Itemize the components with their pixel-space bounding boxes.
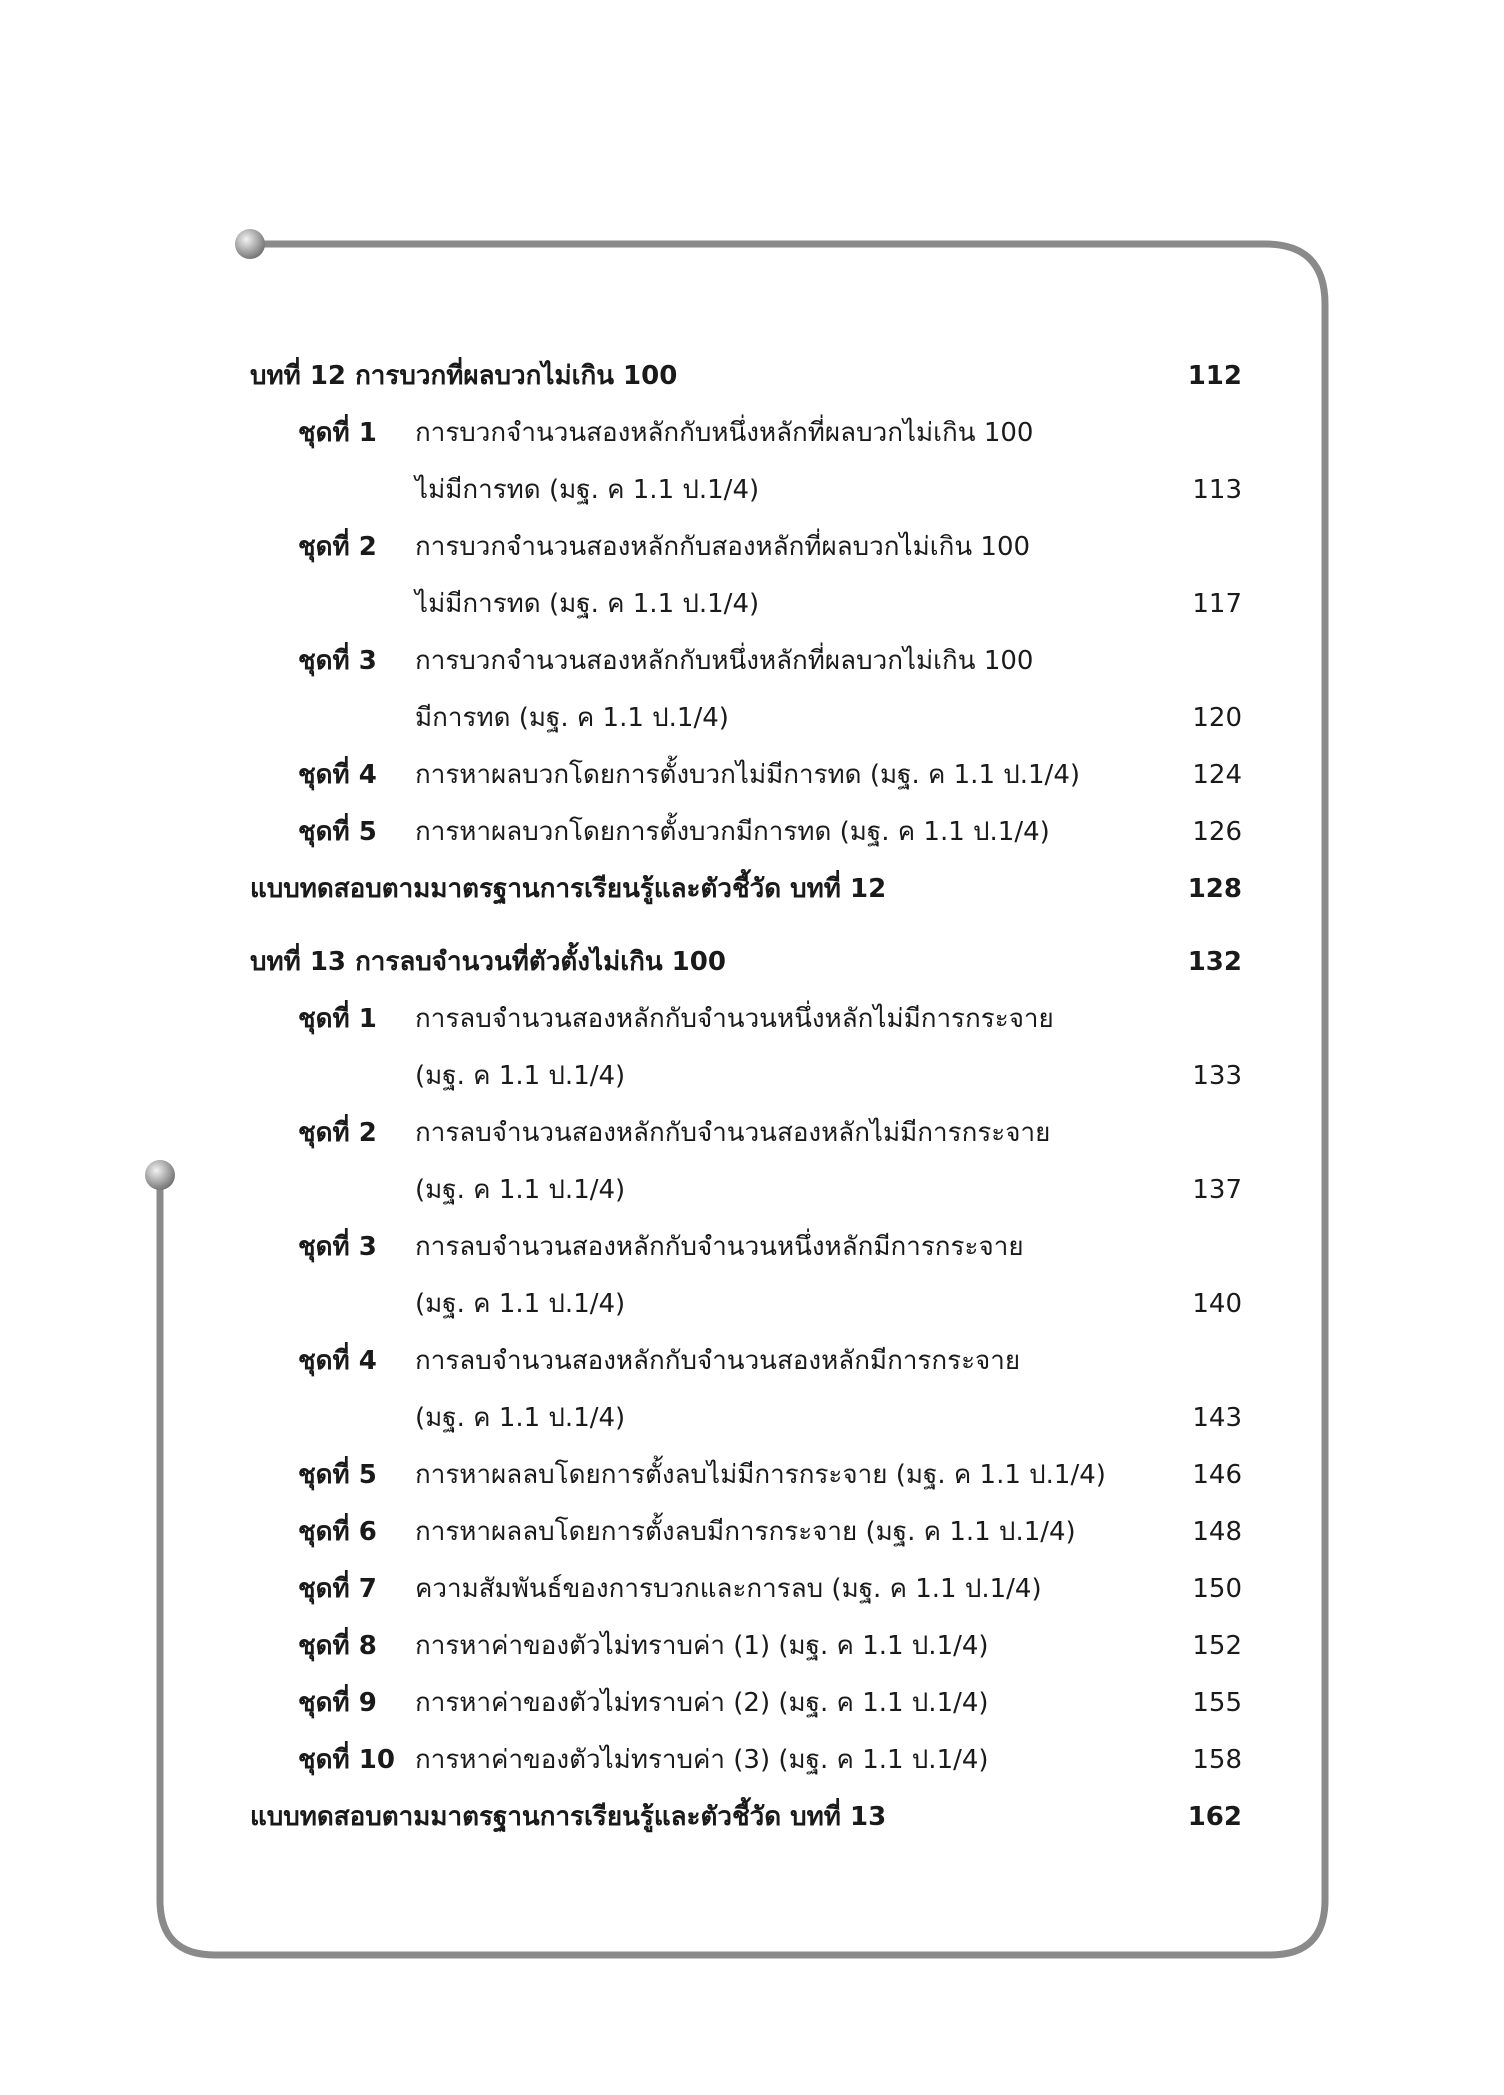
page-number: 120 <box>1192 703 1242 733</box>
chapter-title: บทที่ 12 การบวกที่ผลบวกไม่เกิน 100 <box>250 361 678 391</box>
toc-entry <box>250 1732 1242 1789</box>
entry-text: ไม่มีการทด (มฐ. ค 1.1 ป.1/4) <box>415 589 760 619</box>
chapter-test-entry <box>250 861 1242 918</box>
toc-entry <box>250 1447 1242 1504</box>
entry-text: การบวกจำนวนสองหลักกับหนึ่งหลักที่ผลบวกไม่เกิน 100 <box>415 418 1034 448</box>
entry-text: (มฐ. ค 1.1 ป.1/4) <box>415 1175 626 1205</box>
frame-ball-left <box>145 1160 175 1190</box>
chapter-heading <box>250 934 1242 991</box>
toc-entry <box>250 1105 1242 1162</box>
test-title: แบบทดสอบตามมาตรฐานการเรียนรู้และตัวชี้วัด บทที่ 12 <box>250 874 887 904</box>
entry-text: การลบจำนวนสองหลักกับจำนวนสองหลักไม่มีการกระจาย <box>415 1118 1051 1148</box>
entry-text: การหาค่าของตัวไม่ทราบค่า (2) (มฐ. ค 1.1 ป.1/4) <box>415 1688 989 1718</box>
toc-entry-continuation <box>250 576 1242 633</box>
set-label: ชุดที่ 2 <box>298 1118 377 1148</box>
entry-text: การบวกจำนวนสองหลักกับสองหลักที่ผลบวกไม่เกิน 100 <box>415 532 1031 562</box>
chapter-heading <box>250 348 1242 405</box>
entry-text: (มฐ. ค 1.1 ป.1/4) <box>415 1403 626 1433</box>
toc-entry <box>250 633 1242 690</box>
table-of-contents <box>250 348 1242 1846</box>
test-title: แบบทดสอบตามมาตรฐานการเรียนรู้และตัวชี้วัด บทที่ 13 <box>250 1802 887 1832</box>
entry-text: การลบจำนวนสองหลักกับจำนวนหนึ่งหลักไม่มีการกระจาย <box>415 1004 1054 1034</box>
set-label: ชุดที่ 10 <box>298 1745 395 1775</box>
entry-text: การหาผลลบโดยการตั้งลบมีการกระจาย (มฐ. ค 1.1 ป.1/4) <box>415 1517 1076 1547</box>
toc-entry <box>250 1333 1242 1390</box>
toc-entry <box>250 1675 1242 1732</box>
set-label: ชุดที่ 9 <box>298 1688 377 1718</box>
toc-entry-continuation <box>250 1162 1242 1219</box>
set-label: ชุดที่ 2 <box>298 532 377 562</box>
page-number: 152 <box>1192 1631 1242 1661</box>
toc-entry <box>250 991 1242 1048</box>
toc-entry-continuation <box>250 1390 1242 1447</box>
entry-text: การหาผลลบโดยการตั้งลบไม่มีการกระจาย (มฐ. ค 1.1 ป.1/4) <box>415 1460 1106 1490</box>
page-number: 143 <box>1192 1403 1242 1433</box>
set-label: ชุดที่ 3 <box>298 646 377 676</box>
page-number: 132 <box>1187 947 1242 977</box>
entry-text: การหาค่าของตัวไม่ทราบค่า (1) (มฐ. ค 1.1 ป.1/4) <box>415 1631 989 1661</box>
set-label: ชุดที่ 8 <box>298 1631 377 1661</box>
toc-entry <box>250 1219 1242 1276</box>
toc-entry-continuation <box>250 1048 1242 1105</box>
toc-entry <box>250 1561 1242 1618</box>
set-label: ชุดที่ 1 <box>298 1004 377 1034</box>
toc-entry-continuation <box>250 690 1242 747</box>
page-number: 150 <box>1192 1574 1242 1604</box>
toc-entry <box>250 1504 1242 1561</box>
set-label: ชุดที่ 5 <box>298 817 377 847</box>
page-number: 140 <box>1192 1289 1242 1319</box>
page-number: 113 <box>1192 475 1242 505</box>
page-number: 146 <box>1192 1460 1242 1490</box>
page-number: 148 <box>1192 1517 1242 1547</box>
chapter-test-entry <box>250 1789 1242 1846</box>
chapter-gap <box>250 918 1242 934</box>
chapter-title: บทที่ 13 การลบจำนวนที่ตัวตั้งไม่เกิน 100 <box>250 947 726 977</box>
entry-text: ไม่มีการทด (มฐ. ค 1.1 ป.1/4) <box>415 475 760 505</box>
set-label: ชุดที่ 7 <box>298 1574 377 1604</box>
entry-text: การหาผลบวกโดยการตั้งบวกมีการทด (มฐ. ค 1.1 ป.1/4) <box>415 817 1050 847</box>
page-number: 128 <box>1187 874 1242 904</box>
entry-text: ความสัมพันธ์ของการบวกและการลบ (มฐ. ค 1.1 ป.1/4) <box>415 1574 1042 1604</box>
set-label: ชุดที่ 3 <box>298 1232 377 1262</box>
page-number: 162 <box>1187 1802 1242 1832</box>
set-label: ชุดที่ 1 <box>298 418 377 448</box>
page-number: 133 <box>1192 1061 1242 1091</box>
toc-entry <box>250 804 1242 861</box>
page-number: 137 <box>1192 1175 1242 1205</box>
set-label: ชุดที่ 6 <box>298 1517 377 1547</box>
page-number: 155 <box>1192 1688 1242 1718</box>
toc-entry-continuation <box>250 1276 1242 1333</box>
toc-entry-continuation <box>250 462 1242 519</box>
page-number: 126 <box>1192 817 1242 847</box>
toc-entry <box>250 747 1242 804</box>
entry-text: การลบจำนวนสองหลักกับจำนวนสองหลักมีการกระจาย <box>415 1346 1021 1376</box>
entry-text: การบวกจำนวนสองหลักกับหนึ่งหลักที่ผลบวกไม่เกิน 100 <box>415 646 1034 676</box>
entry-text: การหาค่าของตัวไม่ทราบค่า (3) (มฐ. ค 1.1 ป.1/4) <box>415 1745 989 1775</box>
entry-text: การหาผลบวกโดยการตั้งบวกไม่มีการทด (มฐ. ค 1.1 ป.1/4) <box>415 760 1081 790</box>
set-label: ชุดที่ 5 <box>298 1460 377 1490</box>
entry-text: (มฐ. ค 1.1 ป.1/4) <box>415 1061 626 1091</box>
toc-entry <box>250 519 1242 576</box>
frame-ball-top <box>235 229 265 259</box>
page-number: 158 <box>1192 1745 1242 1775</box>
set-label: ชุดที่ 4 <box>298 1346 377 1376</box>
entry-text: การลบจำนวนสองหลักกับจำนวนหนึ่งหลักมีการกระจาย <box>415 1232 1024 1262</box>
page-number: 124 <box>1192 760 1242 790</box>
entry-text: (มฐ. ค 1.1 ป.1/4) <box>415 1289 626 1319</box>
page-number: 117 <box>1192 589 1242 619</box>
toc-entry <box>250 1618 1242 1675</box>
set-label: ชุดที่ 4 <box>298 760 377 790</box>
entry-text: มีการทด (มฐ. ค 1.1 ป.1/4) <box>415 703 729 733</box>
page-number: 112 <box>1187 361 1242 391</box>
toc-entry <box>250 405 1242 462</box>
